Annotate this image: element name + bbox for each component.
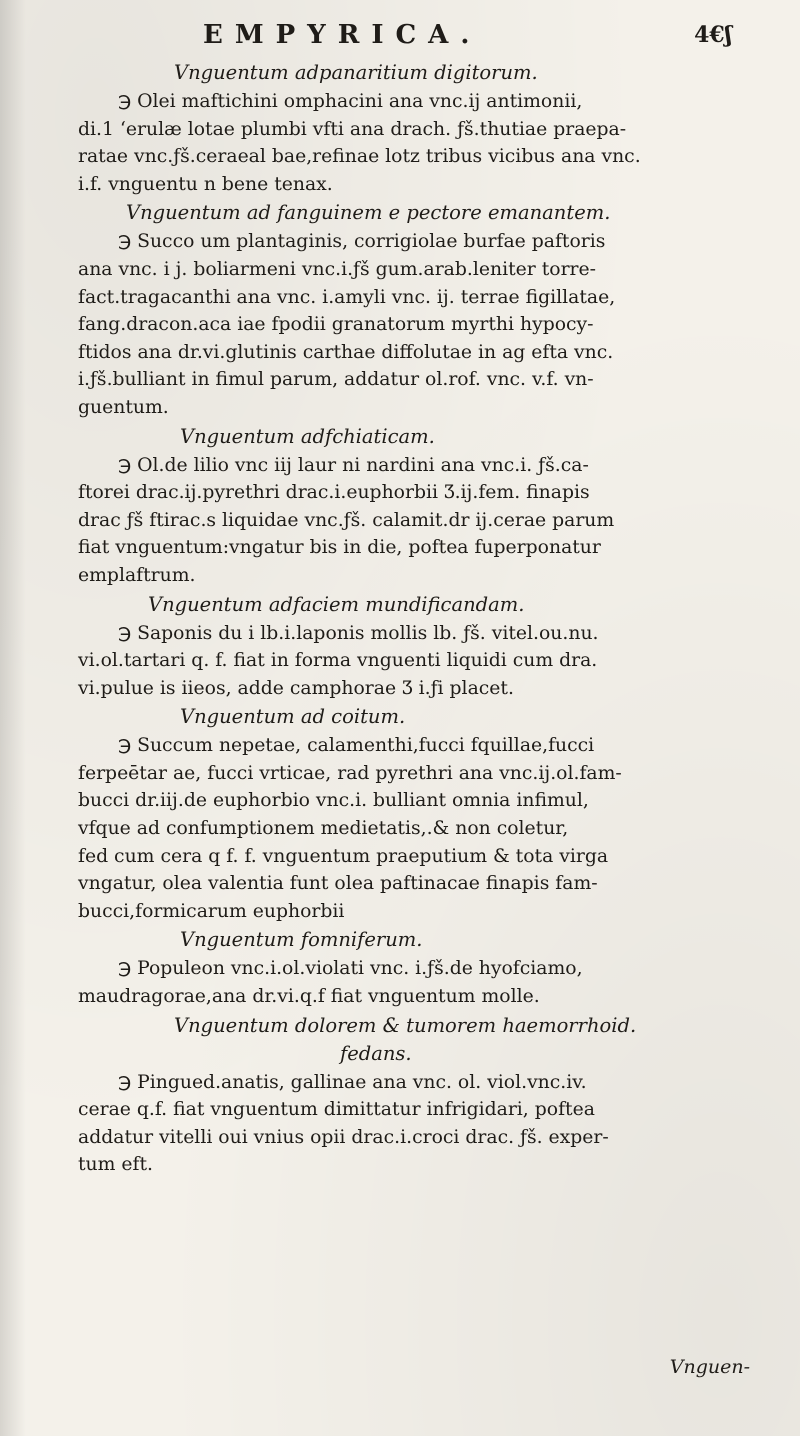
recipe-line: fact.tragacanthi ana vnc. i.amyli vnc. ij. terrae figillatae, <box>78 286 616 308</box>
recipe-section <box>78 592 760 703</box>
recipe-section <box>78 1013 760 1179</box>
recipe-line: ratae vnc.ƒš.ceraeal bae,refinae lotz tribus vicibus ana vnc. <box>78 146 641 168</box>
catchword: Vnguen- <box>669 1356 750 1378</box>
recipe-line: fang.dracon.aca iae fpodii granatorum myrthi hypocy- <box>78 314 594 336</box>
recipe-line: ftidos ana dr.vi.glutinis carthae diffolutae in ag efta vnc. <box>78 341 614 363</box>
recipe-heading: Vnguentum dolorem & tumorem haemorrhoid. <box>174 1013 637 1037</box>
recipe-line: maudragorae,ana dr.vi.q.f fiat vnguentum molle. <box>78 986 540 1008</box>
recipe-heading-continuation: fedans. <box>340 1041 412 1065</box>
recipe-line: tum eft. <box>78 1154 154 1176</box>
recipe-heading: Vnguentum fomniferum. <box>180 928 423 952</box>
recipe-line: vfque ad confumptionem medietatis,.& non coletur, <box>78 818 569 840</box>
recipe-section <box>78 927 760 1010</box>
recipe-line: ℈ Succum nepetae, calamenthi,fucci fquillae,fucci <box>118 735 595 757</box>
recipe-line: fed cum cera q f. f. vnguentum praeputium & tota virga <box>78 845 609 867</box>
recipe-line: bucci,formicarum euphorbii <box>78 900 345 922</box>
recipe-line: ℈ Pingued.anatis, gallinae ana vnc. ol. viol.vnc.iv. <box>118 1071 587 1093</box>
recipe-line: vi.pulue is iieos, adde camphorae Ʒ i.ƒi placet. <box>78 677 514 699</box>
recipe-section <box>78 60 760 198</box>
recipe-section <box>78 200 760 421</box>
recipe-section <box>78 424 760 590</box>
recipe-section <box>78 704 760 925</box>
recipe-line: ℈ Saponis du i lb.i.laponis mollis lb. ƒš. vitel.ou.nu. <box>118 622 599 644</box>
running-head <box>78 14 760 58</box>
recipe-line: vi.ol.tartari q. f. fiat in forma vnguenti liquidi cum dra. <box>78 650 598 672</box>
recipe-line: fiat vnguentum:vngatur bis in die, poftea fuperponatur <box>78 537 601 559</box>
recipe-line: ℈ Succo um plantaginis, corrigiolae burfae paftoris <box>118 231 606 253</box>
recipe-heading: Vnguentum adfaciem mundificandam. <box>148 592 525 616</box>
recipe-line: ana vnc. i j. boliarmeni vnc.i.ƒš gum.arab.leniter torre- <box>78 258 596 280</box>
recipe-line: guentum. <box>78 396 169 418</box>
recipe-line: di.1 ʻerulæ lotae plumbi vfti ana drach. ƒš.thutiae praepa- <box>78 118 627 140</box>
recipe-line: i.f. vnguentu n bene tenax. <box>78 173 333 195</box>
gutter-shadow <box>0 0 26 1436</box>
recipe-line: addatur vitelli oui vnius opii drac.i.croci drac. ƒš. exper- <box>78 1126 609 1148</box>
recipe-line: cerae q.f. fiat vnguentum dimittatur infrigidari, poftea <box>78 1099 595 1121</box>
recipe-line: vngatur, olea valentia funt olea paftinacae finapis fam- <box>78 873 598 895</box>
recipe-heading: Vnguentum adfchiaticam. <box>180 424 435 448</box>
recipe-line: drac ƒš ftirac.s liquidae vnc.ƒš. calamit.dr ij.cerae parum <box>78 509 615 531</box>
recipe-line: ferpeētar ae, fucci vrticae, rad pyrethri ana vnc.ij.ol.fam- <box>78 762 622 784</box>
recipe-line: emplaftrum. <box>78 564 196 586</box>
recipe-line: bucci dr.iij.de euphorbio vnc.i. bulliant omnia infimul, <box>78 790 589 812</box>
recipe-heading: Vnguentum ad fanguinem e pectore emanantem. <box>126 201 611 225</box>
recipe-line: ℈ Populeon vnc.i.ol.violati vnc. i.ƒš.de hyofciamo, <box>118 958 583 980</box>
recipe-line: ftorei drac.ij.pyrethri drac.i.euphorbii Ʒ.ij.fem. finapis <box>78 482 590 504</box>
recipe-heading: Vnguentum ad coitum. <box>180 705 406 729</box>
recipe-heading: Vnguentum adpanaritium digitorum. <box>174 61 538 84</box>
running-title: EMPYRICA. <box>203 20 482 50</box>
recipe-line: ℈ Ol.de lilio vnc iij laur ni nardini ana vnc.i. ƒš.ca- <box>118 454 589 476</box>
recipe-line: ℈ Olei maftichini omphacini ana vnc.ij antimonii, <box>118 91 583 112</box>
page-number: 4€ʃ <box>694 22 732 48</box>
recipe-line: i.ƒš.bulliant in fimul parum, addatur ol.rof. vnc. v.f. vn- <box>78 369 594 391</box>
